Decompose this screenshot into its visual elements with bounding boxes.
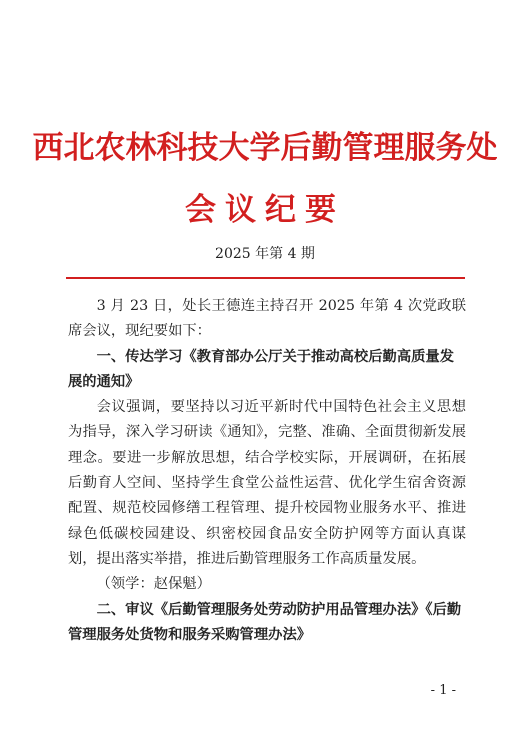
- org-title: 西北农林科技大学后勤管理服务处: [32, 130, 498, 166]
- page-number: - 1 -: [430, 683, 456, 698]
- issue-number: 2025 年第 4 期: [215, 246, 315, 262]
- red-divider-rule: [66, 277, 465, 279]
- section-1-lead-note: （领学：赵保魁）: [96, 576, 211, 593]
- section-1-heading: 一、传达学习《教育部办公厅关于推动高校后勤高质量发展的通知》: [68, 348, 455, 390]
- intro-paragraph: 3 月 23 日，处长王德连主持召开 2025 年第 4 次党政联席会议，现纪要如下：: [68, 298, 466, 340]
- document-type-title: 会议纪要: [185, 192, 345, 228]
- section-1-paragraph: 会议强调，要坚持以习近平新时代中国特色社会主义思想为指导，深入学习研读《通知》，完整、准确、全面贯彻新发展理念。要进一步解放思想，结合学校实际，开展调研，在拓展后勤育人空间、坚持学生食堂公益性运营、优化学生宿舍资源配置、规范校园修缮工程管理、提升校园物业服务水平、推进绿色低碳校园建设、织密校园食品安全防护网等方面认真谋划，提出落实举措，推进后勤管理服务工作高质量发展。: [68, 399, 466, 567]
- section-2-heading: 二、审议《后勤管理服务处劳动防护用品管理办法》《后勤管理服务处货物和服务采购管理办法》: [68, 601, 462, 643]
- document-body: [68, 294, 466, 648]
